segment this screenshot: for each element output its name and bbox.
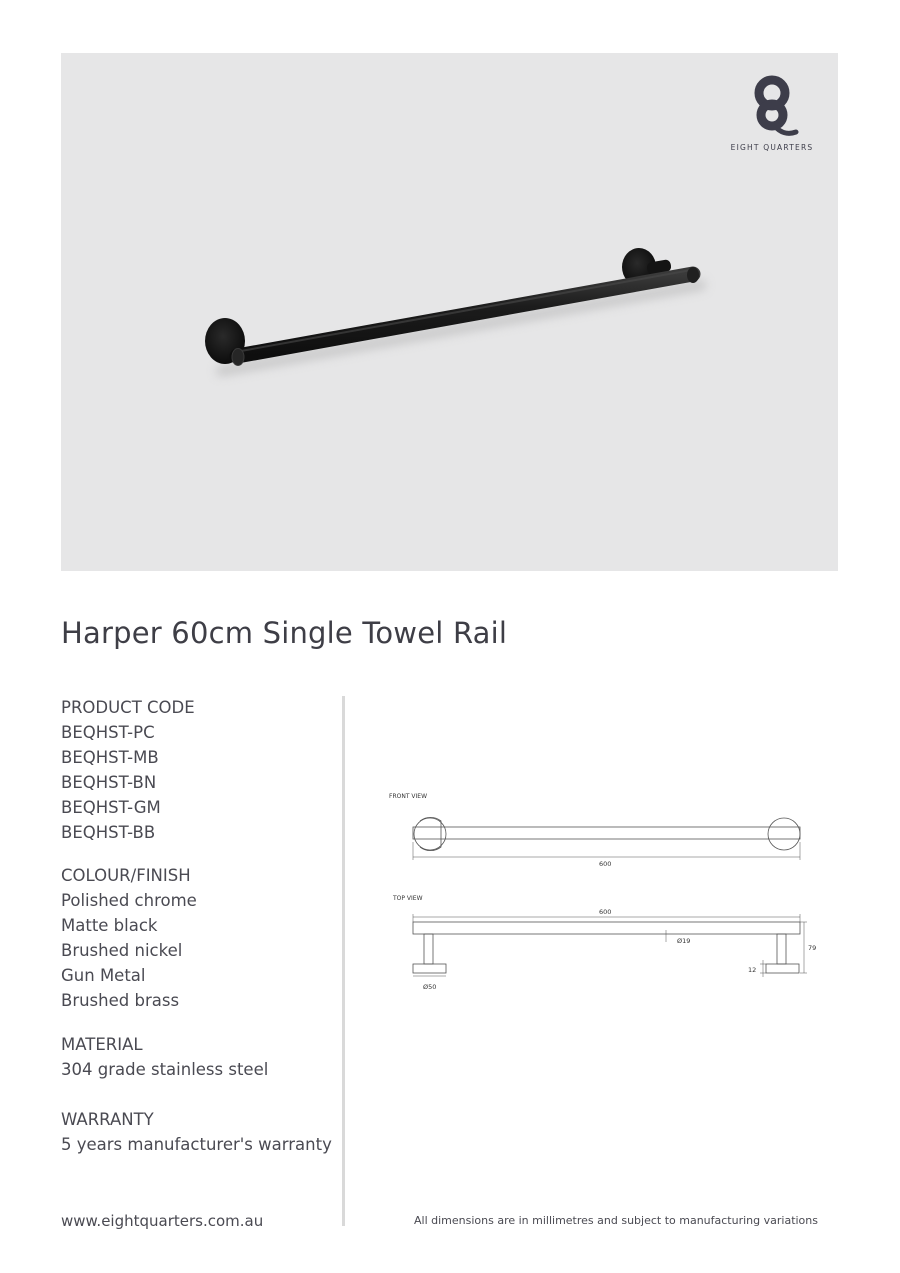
product-image-panel [61, 53, 838, 571]
flange-thickness-label: 12 [748, 966, 757, 974]
section-heading: WARRANTY [61, 1109, 154, 1129]
finish-item: Brushed brass [61, 990, 180, 1010]
top-view-label: TOP VIEW [393, 895, 423, 902]
product-code-item: BEQHST-BN [61, 772, 157, 792]
top-length-label: 600 [599, 908, 612, 916]
brand-name: EIGHT QUARTERS [730, 143, 814, 152]
material-item: 304 grade stainless steel [61, 1059, 269, 1079]
product-code-item: BEQHST-PC [61, 722, 155, 742]
specifications [61, 696, 331, 1177]
warranty-section [61, 1108, 331, 1158]
finish-item: Gun Metal [61, 966, 146, 986]
depth-label: 79 [808, 944, 817, 952]
technical-drawing [380, 780, 840, 1010]
section-heading: PRODUCT CODE [61, 698, 195, 717]
finish-item: Polished chrome [61, 891, 197, 911]
front-view [413, 817, 800, 860]
product-title: Harper 60cm Single Towel Rail [61, 616, 508, 650]
dimensions-note: All dimensions are in millimetres and subject to manufacturing variations [413, 1214, 818, 1227]
column-divider [342, 696, 345, 1226]
section-heading: COLOUR/FINISH [61, 866, 191, 886]
front-view-label: FRONT VIEW [389, 793, 428, 800]
front-length-label: 600 [599, 860, 612, 868]
product-code-item: BEQHST-BB [61, 822, 156, 842]
material-section [61, 1033, 331, 1083]
towel-rail-illustration [61, 53, 838, 571]
finish-item: Brushed nickel [61, 941, 183, 961]
finish-item: Matte black [61, 916, 158, 936]
colour-finish-section [61, 864, 331, 1013]
bar-diameter-label: Ø19 [677, 937, 691, 945]
flange-diameter-label: Ø50 [423, 983, 437, 991]
website-link[interactable]: www.eightquarters.com.au [61, 1212, 264, 1230]
towel-bar [237, 274, 693, 356]
warranty-item: 5 years manufacturer's warranty [61, 1134, 332, 1154]
product-code-item: BEQHST-GM [61, 797, 161, 817]
section-heading: MATERIAL [61, 1034, 143, 1054]
product-code-section [61, 696, 331, 845]
product-code-item: BEQHST-MB [61, 747, 159, 767]
